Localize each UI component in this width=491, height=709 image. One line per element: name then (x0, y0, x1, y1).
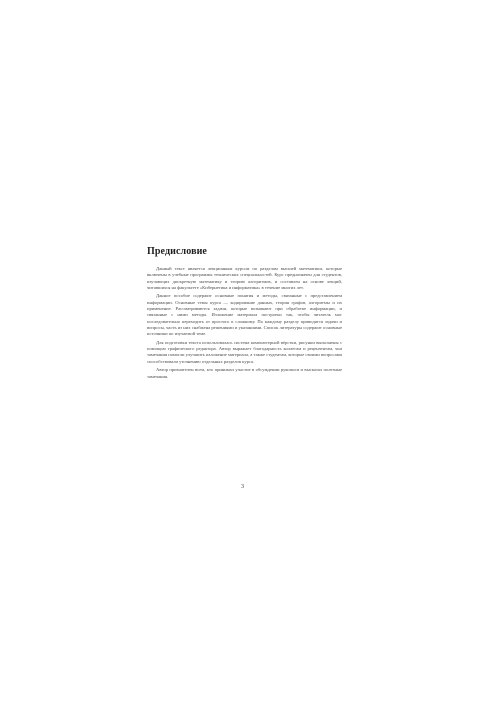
paragraph: Данный текст является лекционным курсом по разделам высшей математики, которые включены в учебные программы технических специальностей. Курс предназначен для студентов, изучающих дискретную математику и теорию алгоритмов, и составлен на основе лекций, читавшихся на факультете «Кибернетика и информатика» в течение многих лет. (147, 266, 342, 291)
body-text (147, 266, 342, 382)
paragraph: Данное пособие содержит основные понятия и методы, связанные с представлением информации. Основные темы курса — кодирование данных, теория графов, алгоритмы и их применение. Рассматриваются задачи, которые возникают при обработке информации, и связанные с ними методы. Изложение материала построено так, чтобы читатель мог последовательно переходить от простого к сложному. По каждому разделу приводятся задачи и вопросы, часть из них снабжена решениями и указаниями. Список литературы содержит основные источники по изучаемой теме. (147, 293, 342, 337)
section-heading: Предисловие (147, 246, 207, 257)
page-number: 3 (241, 484, 244, 490)
paragraph: Автор признателен всем, кто принимал участие в обсуждении рукописи и высказал полезные замечания. (147, 367, 342, 379)
paragraph: Для подготовки текста использовалась система компьютерной вёрстки, рисунки выполнены с помощью графического редактора. Автор выражает благодарность коллегам и рецензентам, чьи замечания помогли улучшить изложение материала, а также студентам, которые своими вопросами способствовали уточнению отдельных разделов курса. (147, 339, 342, 364)
